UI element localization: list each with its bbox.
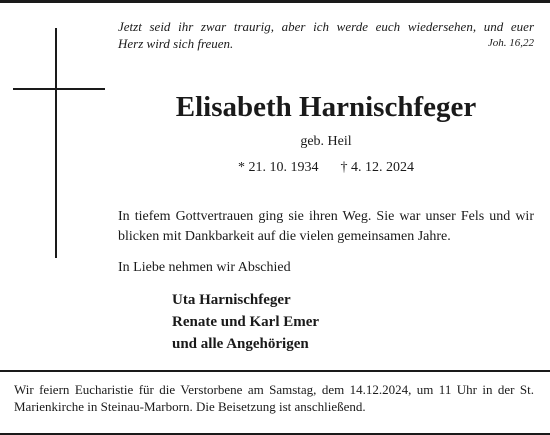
birth-date: * 21. 10. 1934 <box>238 160 319 175</box>
birth-name: geb. Heil <box>300 134 352 149</box>
life-dates <box>118 159 534 177</box>
verse-reference: Joh. 16,22 <box>487 37 534 49</box>
verse-line-2: Herz wird sich freuen. <box>118 36 234 51</box>
death-date: † 4. 12. 2024 <box>340 160 414 175</box>
farewell-line: In Liebe nehmen wir Abschied <box>118 260 291 275</box>
top-border-rule <box>0 0 550 3</box>
deceased-name: Elisabeth Harnischfeger <box>175 91 477 123</box>
mourner-name: und alle Angehörigen <box>172 336 309 352</box>
verse-line-1: Jetzt seid ihr zwar traurig, aber ich werde euch wiedersehen, und euer <box>118 19 534 34</box>
mourner-name: Renate und Karl Emer <box>172 314 320 330</box>
cross-icon-vertical <box>55 28 57 258</box>
section-divider-rule <box>0 370 550 372</box>
service-notice: Wir feiern Eucharistie für die Verstorbene am Samstag, dem 14.12.2024, um 11 Uhr in der St. Marienkirche in Steinau-Marborn. Die Beisetzung ist anschließend. <box>14 382 534 414</box>
mourners-list <box>172 289 319 355</box>
memorial-message: In tiefem Gottvertrauen ging sie ihren Weg. Sie war unser Fels und wir blicken mit Dankbarkeit auf die vielen gemeinsamen Jahre. <box>118 209 534 244</box>
cross-icon-horizontal <box>13 88 105 90</box>
verse-line-2-row <box>118 35 534 52</box>
mourner-name: Uta Harnischfeger <box>172 292 291 308</box>
bible-verse <box>118 18 534 52</box>
